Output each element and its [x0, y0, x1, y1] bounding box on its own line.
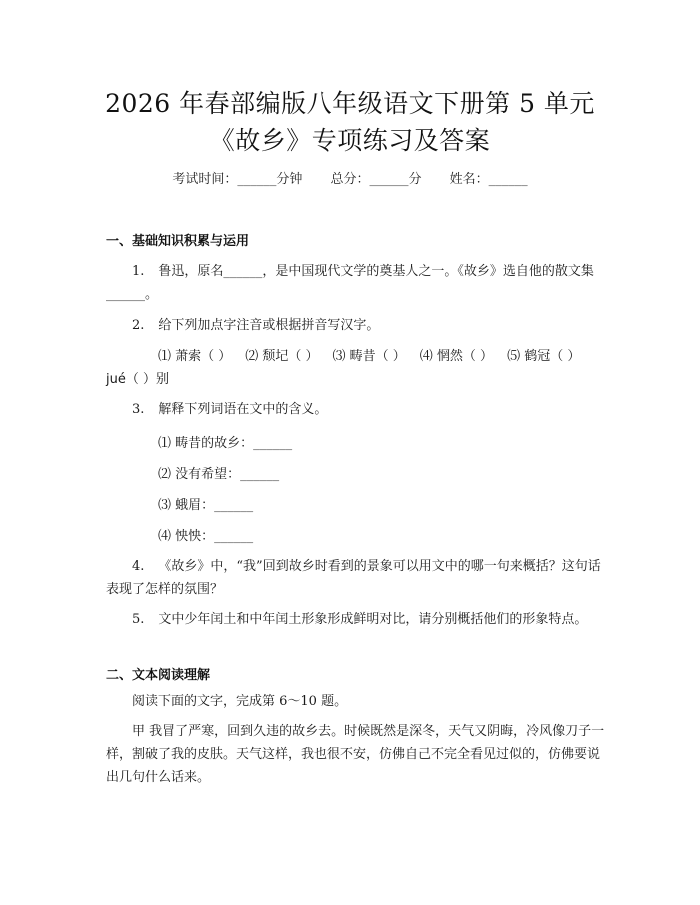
question-text: 鲁迅，原名______，是中国现代文学的奠基人之一。《故乡》选自他的散文集______。: [106, 264, 594, 302]
total-score-field: 总分：______分: [330, 172, 422, 187]
question-2-options: [106, 345, 606, 391]
question-text: 给下列加点字注音或根据拼音写汉字。: [158, 318, 380, 333]
question-number: 5.: [132, 612, 145, 627]
question-3-item: ⑶ 蛾眉：______: [158, 498, 254, 513]
question-3-item: ⑷ 怏怏：______: [158, 529, 254, 544]
option-2: ⑵ 颓圮（ ）: [245, 349, 319, 364]
option-4: ⑷ 惘然（ ）: [419, 349, 494, 364]
section-heading-reading: 二、文本阅读理解: [106, 668, 211, 683]
question-2: [106, 314, 606, 337]
question-number: 3.: [132, 402, 145, 417]
section-heading-basics: 一、基础知识积累与运用: [106, 234, 250, 249]
question-text: 文中少年闰土和中年闰土形象形成鲜明对比，请分别概括他们的形象特点。: [158, 612, 588, 627]
question-5: [106, 608, 606, 631]
page-title-line1: 2026 年春部编版八年级语文下册第 5 单元: [105, 89, 595, 118]
option-3: ⑶ 畴昔（ ）: [332, 349, 406, 364]
question-3-item: ⑴ 畴昔的故乡：______: [158, 436, 293, 451]
exam-meta: [0, 168, 700, 187]
option-6: jué（ ）别: [106, 372, 169, 387]
reading-passage: 甲 我冒了严寒，回到久违的故乡去。时候既然是深冬，天气又阴晦，冷风像刀子一样，割破了我的皮肤。天气这样，我也很不安，仿佛自己不完全看见过似的，仿佛要说出几句什么话来。: [106, 724, 605, 785]
option-5: ⑸ 鹤冠（ ）: [507, 349, 581, 364]
page-title-line2: 《故乡》专项练习及答案: [209, 126, 491, 155]
exam-time-field: 考试时间：______分钟: [172, 172, 303, 187]
question-text: 《故乡》中，“我”回到故乡时看到的景象可以用文中的哪一句来概括？这句话表现了怎样的氛围？: [106, 559, 601, 597]
question-1: [106, 260, 606, 306]
option-1: ⑴ 萧索（ ）: [158, 349, 232, 364]
question-4: [106, 555, 606, 601]
reading-intro: 阅读下面的文字，完成第 6～10 题。: [132, 694, 348, 709]
question-number: 2.: [132, 318, 145, 333]
question-number: 1.: [132, 264, 145, 279]
student-name-field: 姓名：______: [449, 172, 528, 187]
question-number: 4.: [132, 559, 145, 574]
question-text: 解释下列词语在文中的含义。: [158, 402, 328, 417]
question-3-item: ⑵ 没有希望：______: [158, 467, 280, 482]
question-3: [106, 398, 606, 421]
